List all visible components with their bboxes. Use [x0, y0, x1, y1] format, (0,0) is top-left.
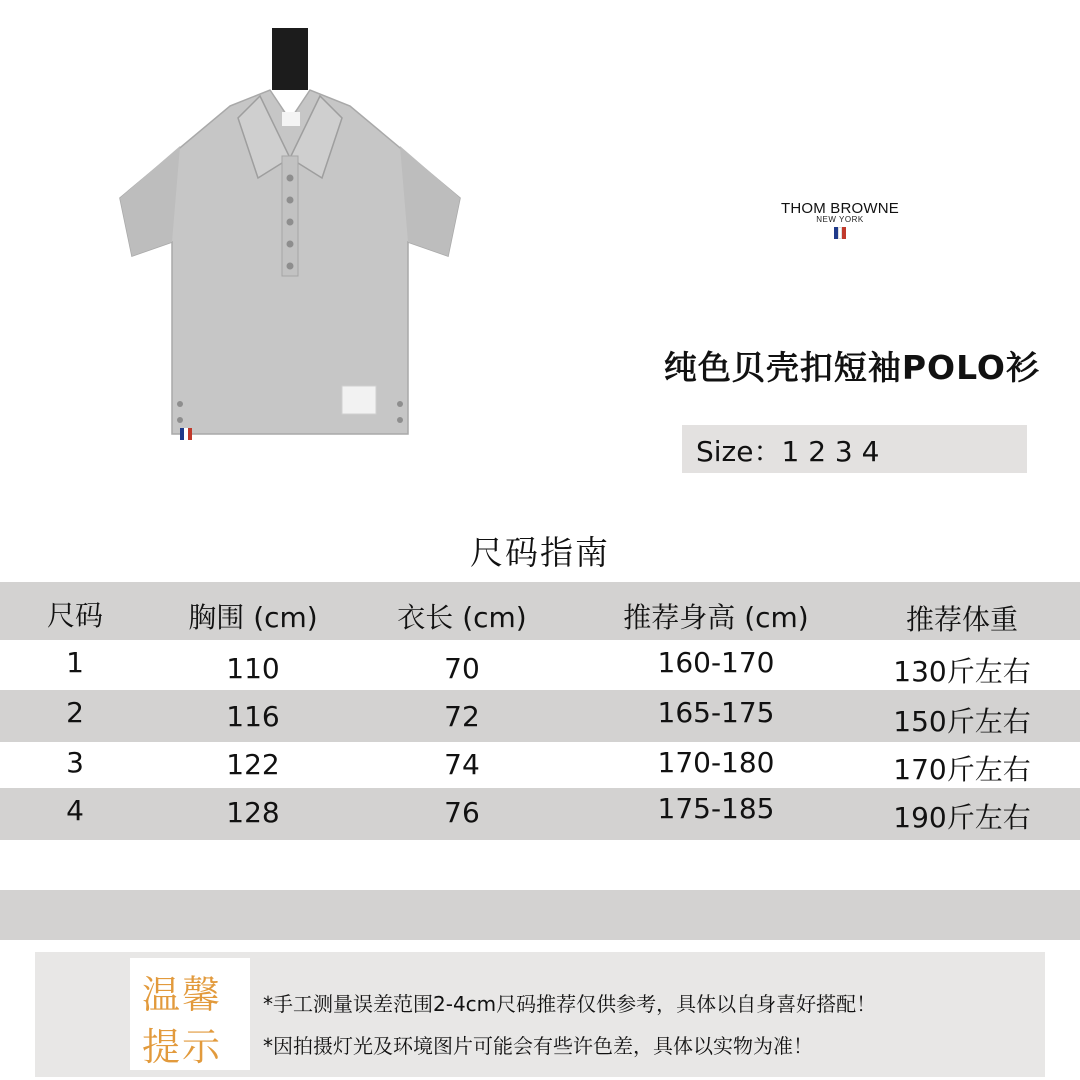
- product-title: 纯色贝壳扣短袖POLO衫: [663, 348, 1040, 387]
- cell-chest: 122: [226, 748, 280, 781]
- cell-weight: 150斤左右: [893, 705, 1031, 738]
- cell-weight: 130斤左右: [893, 655, 1031, 688]
- size-table: [0, 582, 1080, 840]
- header-weight: 推荐体重: [905, 603, 1019, 636]
- size-guide-title: 尺码指南: [470, 533, 610, 572]
- notice-line2: *因拍摄灯光及环境图片可能会有些许色差，具体以实物为准！: [263, 1034, 813, 1058]
- header-height: 推荐身高 (cm): [623, 601, 809, 634]
- cell-size: 1: [66, 646, 84, 679]
- cell-size: 3: [66, 746, 84, 779]
- brand-subtitle: NEW YORK: [816, 215, 864, 224]
- header-size: 尺码: [46, 599, 104, 632]
- size-box: [682, 425, 1027, 473]
- table-header-row: [0, 582, 1080, 640]
- table-row: [0, 690, 1080, 742]
- cell-size: 2: [66, 696, 84, 729]
- table-row: [0, 742, 1080, 788]
- cell-length: 72: [444, 700, 480, 733]
- notice-badge: [130, 958, 250, 1070]
- brand-name: THOM BROWNE: [780, 200, 900, 217]
- cell-length: 76: [444, 796, 480, 829]
- tricolor-stripe-icon: [770, 227, 910, 239]
- table-row: [0, 788, 1080, 840]
- hanger-icon: [272, 28, 308, 90]
- header-chest: 胸围 (cm): [188, 601, 318, 634]
- brand-logo: [770, 200, 910, 239]
- cell-height: 160-170: [657, 646, 775, 679]
- notice-badge-line1: 温馨: [142, 973, 223, 1017]
- cell-chest: 110: [226, 652, 280, 685]
- cell-chest: 128: [226, 796, 280, 829]
- cell-size: 4: [66, 794, 84, 827]
- cell-height: 175-185: [657, 792, 775, 825]
- cell-chest: 116: [226, 700, 280, 733]
- size-label: Size：1 2 3 4: [696, 435, 880, 468]
- notice-line1: *手工测量误差范围2-4cm尺码推荐仅供参考，具体以自身喜好搭配！: [263, 992, 877, 1016]
- cell-weight: 170斤左右: [893, 753, 1031, 786]
- cell-length: 70: [444, 652, 480, 685]
- cell-height: 170-180: [657, 746, 775, 779]
- polo-shirt-icon: [110, 28, 470, 448]
- cell-height: 165-175: [657, 696, 775, 729]
- notice-badge-line2: 提示: [142, 1025, 223, 1069]
- cell-weight: 190斤左右: [893, 801, 1031, 834]
- header-length: 衣长 (cm): [397, 601, 527, 634]
- product-image: [110, 28, 470, 448]
- cell-length: 74: [444, 748, 480, 781]
- notice-panel: [35, 952, 1045, 1077]
- table-row: [0, 640, 1080, 690]
- divider-band: [0, 890, 1080, 940]
